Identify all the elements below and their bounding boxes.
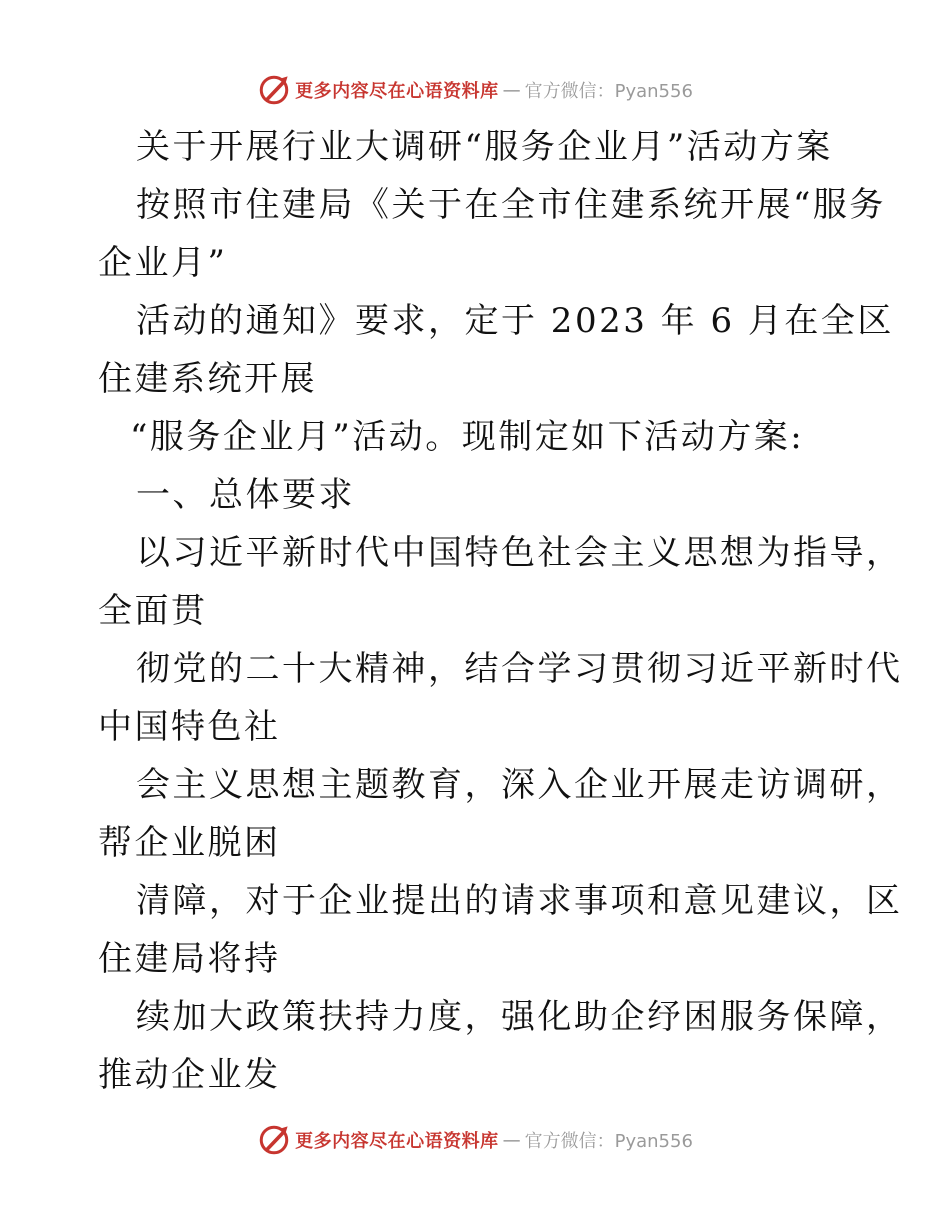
document-title: 关于开展行业大调研“服务企业月”活动方案 [136,127,833,167]
paragraph-line: 中国特色社 [98,707,281,747]
paragraph-line: 全面贯 [98,591,208,631]
paragraph-line: 清障，对于企业提出的请求事项和意见建议，区 [136,881,903,921]
quill-pen-logo-icon [257,1123,291,1157]
paragraph-line: 彻党的二十大精神，结合学习贯彻习近平新时代 [136,649,903,689]
paragraph-line: 以习近平新时代中国特色社会主义思想为指导， [136,533,903,573]
paragraph-line: 帮企业脱困 [98,823,281,863]
paragraph-line: 推动企业发 [98,1055,281,1095]
header-watermark [0,70,950,110]
paragraph-line: 住建局将持 [98,939,281,979]
footer-watermark [0,1120,950,1160]
watermark-contact: 官方微信：Pyan556 [524,1131,693,1152]
section-heading: 一、总体要求 [136,475,355,515]
watermark-main-text: 更多内容尽在心语资料库 [295,1131,499,1152]
document-body [98,118,903,1104]
watermark-main-text: 更多内容尽在心语资料库 [295,81,499,102]
paragraph-line: 住建系统开展 [98,359,317,399]
paragraph-line: 活动的通知》要求，定于 2023 年 6 月在全区 [136,301,894,341]
watermark-contact: 官方微信：Pyan556 [524,81,693,102]
paragraph-line: 企业月” [98,243,228,283]
paragraph-line: “服务企业月”活动。现制定如下活动方案: [130,417,805,457]
paragraph-line: 续加大政策扶持力度，强化助企纾困服务保障， [136,997,903,1037]
paragraph-line: 会主义思想主题教育，深入企业开展走访调研， [136,765,903,805]
quill-pen-logo-icon [257,73,291,107]
paragraph-line: 按照市住建局《关于在全市住建系统开展“服务 [136,185,886,225]
watermark-dash: — [502,1129,521,1151]
watermark-dash: — [502,79,521,101]
